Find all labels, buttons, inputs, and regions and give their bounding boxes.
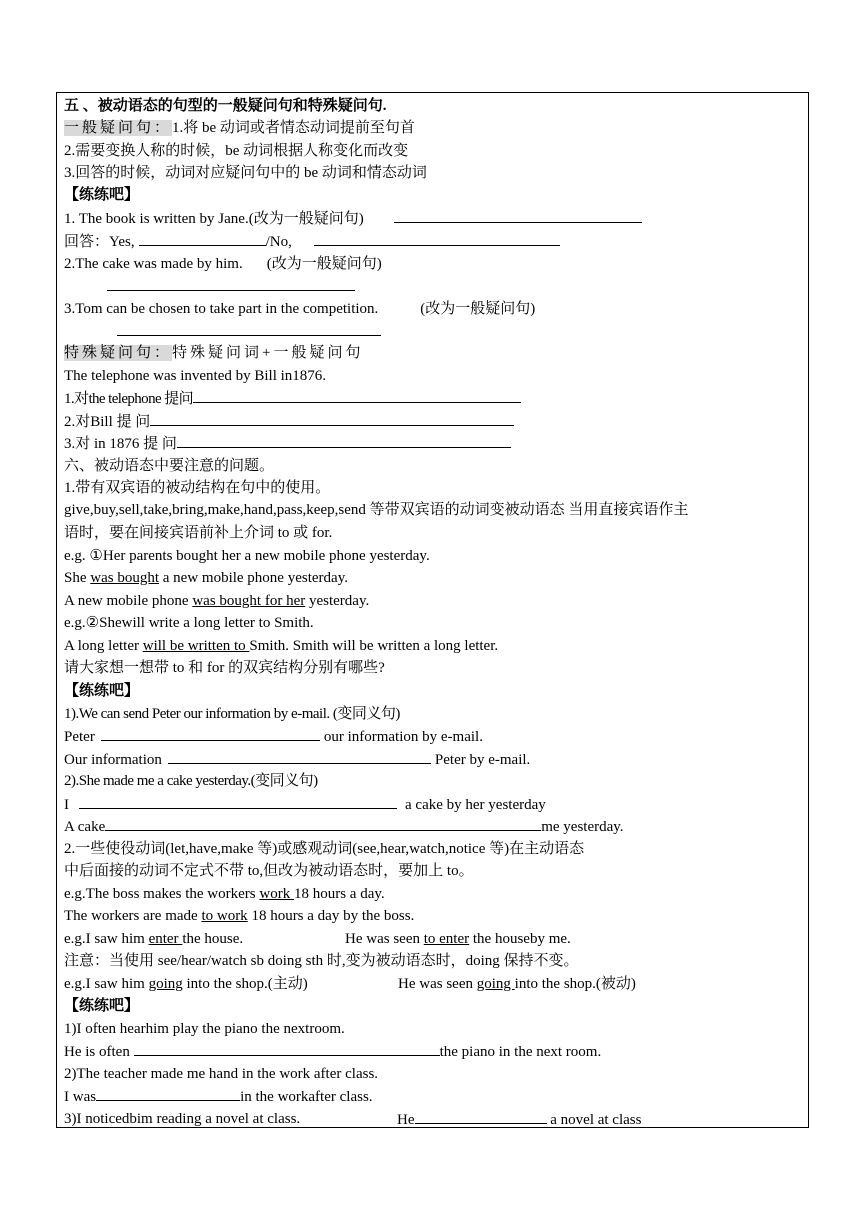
text: The workers are made	[64, 908, 202, 924]
text: in the workafter class.	[240, 1089, 373, 1105]
text: into the shop.(被动)	[514, 976, 636, 992]
point2-line2: 中后面接的动词不定式不带 to,但改为被动语态时，要加上 to。	[64, 863, 474, 879]
text: the houseby me.	[469, 931, 571, 947]
text: Peter by e-mail.	[434, 752, 531, 768]
answer-blank[interactable]	[101, 726, 320, 741]
sq1-text: 1.对the telephone 提问	[64, 391, 193, 407]
answer-1	[64, 231, 560, 252]
sq-rule: 特殊疑问词+一般疑问句	[172, 345, 364, 361]
text: He is often	[64, 1044, 134, 1060]
sq-item-1	[64, 388, 521, 409]
example-3	[64, 884, 385, 904]
text: Our information	[64, 752, 162, 768]
a1-prefix: 回答：Yes,	[64, 234, 135, 250]
text: the piano in the next room.	[439, 1044, 602, 1060]
question-3	[64, 299, 535, 319]
practice-2a	[64, 794, 546, 815]
point2-line1: 2.一些使役动词(let,have,make 等)或感观动词(see,hear,watch,notice 等)在主动语态	[64, 841, 585, 857]
text: He was seen	[345, 931, 424, 947]
section6-title: 六、被动语态中要注意的问题。	[64, 458, 275, 474]
underlined-text: was bought	[90, 570, 159, 586]
exercise-1a	[64, 1041, 601, 1062]
q1-text: 1. The book is written by Jane.(改为一般疑问句)	[64, 211, 364, 227]
question-2	[64, 254, 382, 274]
text: A new mobile phone	[64, 593, 193, 609]
text: e.g.The boss makes the workers	[64, 886, 260, 902]
sq-item-3	[64, 433, 511, 454]
exercise-1: 1)I often hearhim play the piano the nextroom.	[64, 1021, 345, 1037]
exercise-3: 3)I noticedbim reading a novel at class.	[64, 1111, 301, 1127]
general-question-label: 一般疑问句：	[64, 120, 173, 136]
practice-1a	[64, 726, 483, 747]
gq-rule1: 1.将 be 动词或者情态动词提前至句首	[172, 120, 415, 136]
general-question-rule-3: 3.回答的时候，动词对应疑问句中的 be 动词和情态动词	[64, 165, 427, 181]
answer-blank[interactable]	[177, 433, 511, 448]
answer-blank[interactable]	[117, 321, 381, 336]
exercise-2a	[64, 1086, 373, 1107]
text: I was	[64, 1089, 97, 1105]
sq2-text: 2.对Bill 提 问	[64, 414, 151, 430]
text: I	[64, 797, 69, 813]
text: a novel at class	[546, 1112, 642, 1128]
example-3a	[64, 906, 414, 926]
q2-sentence: 2.The cake was made by him.	[64, 256, 243, 272]
q3-sentence: 3.Tom can be chosen to take part in the competition.	[64, 301, 379, 317]
sq3-text: 3.对 in 1876 提 问	[64, 436, 177, 452]
text: our information by e-mail.	[323, 729, 483, 745]
text: the house.	[182, 931, 244, 947]
text: e.g.I saw him	[64, 976, 149, 992]
practice-1: 1).We can send Peter our information by e-mail. (变同义句)	[64, 706, 400, 722]
answer-blank[interactable]	[193, 388, 521, 403]
text: into the shop.(主动)	[182, 976, 308, 992]
text: 18 hours a day.	[293, 886, 385, 902]
text: Smith. Smith will be written a long letter.	[249, 638, 499, 654]
underlined-text: will be written to	[142, 638, 250, 654]
example-4a	[345, 929, 571, 949]
practice-label-1: 【练练吧】	[64, 187, 140, 203]
underlined-text: going	[476, 976, 515, 992]
sq-item-2	[64, 411, 514, 432]
text: He was seen	[398, 976, 477, 992]
answer-blank[interactable]	[168, 749, 431, 764]
example-5	[64, 974, 308, 994]
think-question: 请大家想一想带 to 和 for 的双宾结构分别有哪些?	[64, 660, 385, 676]
text: e.g.I saw him	[64, 931, 149, 947]
answer-blank[interactable]	[150, 411, 514, 426]
q2-answer-line	[107, 276, 355, 297]
answer-blank[interactable]	[79, 794, 397, 809]
answer-blank[interactable]	[96, 1086, 240, 1101]
text: A cake	[64, 819, 106, 835]
exercise-3a	[397, 1109, 641, 1130]
text: a cake by her yesterday	[405, 797, 546, 813]
point1-title: 1.带有双宾语的被动结构在句中的使用。	[64, 480, 331, 496]
underlined-text: was bought for her	[192, 593, 306, 609]
example-4	[64, 929, 243, 949]
q3-instruction: (改为一般疑问句)	[420, 301, 536, 317]
text: A long letter	[64, 638, 143, 654]
example-1: e.g. ①Her parents bought her a new mobile phone yesterday.	[64, 548, 430, 564]
text: me yesterday.	[541, 819, 624, 835]
text: yesterday.	[305, 593, 370, 609]
underlined-text: to work	[201, 908, 248, 924]
answer-blank[interactable]	[415, 1109, 547, 1124]
underlined-text: work	[259, 886, 294, 902]
general-question-rule-1	[64, 118, 415, 138]
a1-mid: /No,	[265, 234, 292, 250]
point1-desc-line1: give,buy,sell,take,bring,make,hand,pass,keep,send 等带双宾语的动词变被动语态 当用直接宾语作主	[64, 502, 689, 518]
point1-desc-line2: 语时，要在间接宾语前补上介词 to 或 for.	[64, 525, 333, 541]
practice-label-3: 【练练吧】	[64, 998, 140, 1014]
answer-blank[interactable]	[105, 816, 541, 831]
text: She	[64, 570, 91, 586]
q2-instruction: (改为一般疑问句)	[266, 256, 382, 272]
example-5a	[398, 974, 636, 994]
underlined-text: going	[148, 976, 183, 992]
practice-label-2: 【练练吧】	[64, 683, 140, 699]
example-2a	[64, 636, 498, 656]
answer-blank[interactable]	[134, 1041, 440, 1056]
text: a new mobile phone yesterday.	[159, 570, 348, 586]
note: 注意：当使用 see/hear/watch sb doing sth 时,变为被动语态时，doing 保持不变。	[64, 953, 579, 969]
text: Peter	[64, 729, 95, 745]
example-1a	[64, 568, 348, 588]
answer-blank[interactable]	[394, 208, 642, 223]
practice-2: 2).She made me a cake yesterday.(变同义句)	[64, 773, 318, 789]
example-1b	[64, 591, 369, 611]
text: 18 hours a day by the boss.	[247, 908, 415, 924]
example-2: e.g.②Shewill write a long letter to Smith.	[64, 615, 314, 631]
special-question-rule	[64, 343, 363, 363]
section5-title: 五 、被动语态的句型的一般疑问句和特殊疑问句.	[64, 98, 387, 114]
sq-sentence: The telephone was invented by Bill in1876.	[64, 368, 327, 384]
special-question-label: 特殊疑问句：	[64, 345, 173, 361]
practice-1b	[64, 749, 530, 770]
general-question-rule-2: 2.需要变换人称的时候，be 动词根据人称变化而改变	[64, 143, 409, 159]
question-1	[64, 208, 642, 229]
answer-blank[interactable]	[314, 231, 560, 246]
underlined-text: enter	[148, 931, 183, 947]
exercise-2: 2)The teacher made me hand in the work after class.	[64, 1066, 379, 1082]
answer-blank[interactable]	[139, 231, 266, 246]
text: He	[397, 1112, 415, 1128]
underlined-text: to enter	[423, 931, 470, 947]
practice-2b	[64, 816, 624, 837]
answer-blank[interactable]	[107, 276, 355, 291]
q3-answer-line	[117, 321, 381, 342]
